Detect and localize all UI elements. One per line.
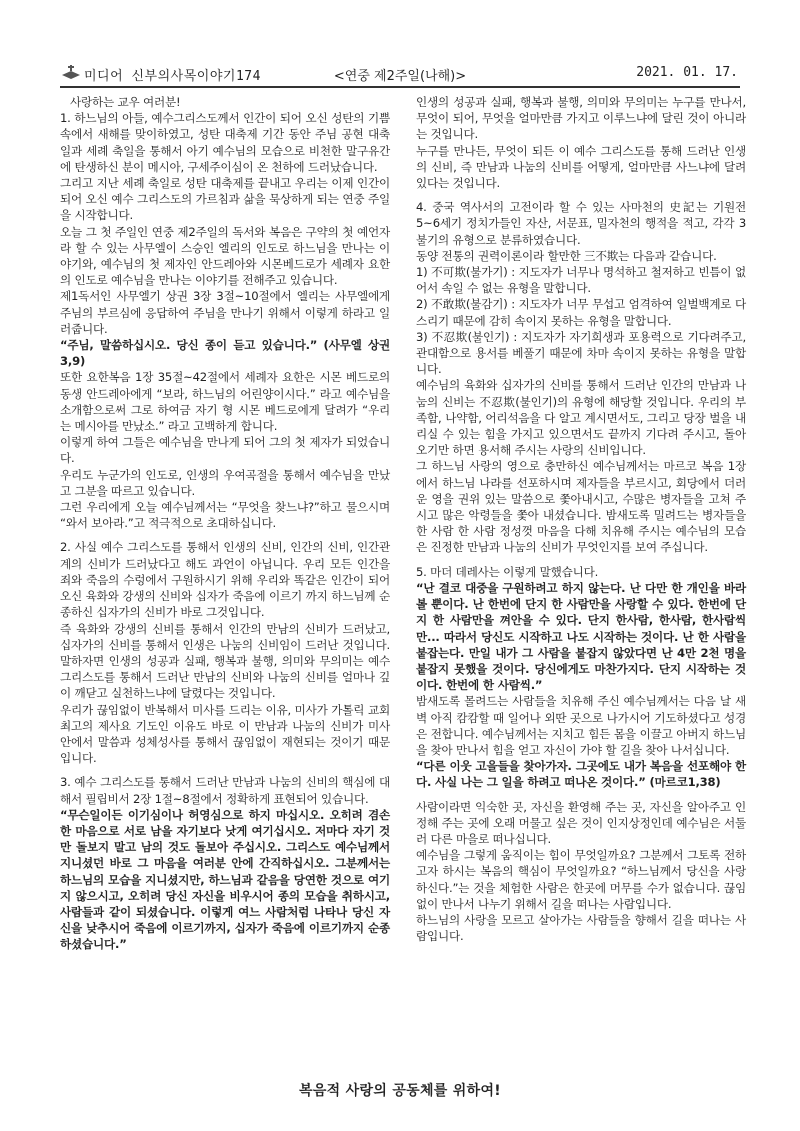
left-column — [60, 94, 390, 953]
paragraph: 또한 요한복음 1장 35절~42절에서 세례자 요한은 시몬 베드로의 동생 안드레아에게 “보라, 하느님의 어린양이시다.” 라고 예수님을 소개함으로써 그로 하여금 자기 형 시몬 베드로에게 달려가 “우리는 메시아를 만났소.” 라고 고백하게 합니다. — [60, 370, 390, 434]
paragraph: 1. 하느님의 아들, 예수그리스도께서 인간이 되어 오신 성탄의 기쁨 속에서 새해를 맞이하였고, 성탄 대축제 기간 동안 주님 공현 대축일과 세례 축일을 통해서 아기 예수님의 모습으로 비천한 말구유간에 탄생하신 분이 메시아, 구세주이심이 온 천하에 드러났습니다. — [60, 111, 390, 174]
paragraph: 오늘 그 첫 주일인 연중 제2주일의 독서와 복음은 구약의 첫 예언자라 할 수 있는 사무엘이 스승인 엘리의 인도로 하느님을 만나는 이야기와, 예수님의 첫 제자인 안드레아와 시몬베드로가 세례자 요한의 인도로 예수님을 만나는 이야기를 전해주고 있습니다. — [60, 224, 390, 288]
scripture-quote: “주님, 말씀하십시오. 당신 종이 듣고 있습니다.” (사무엘 상권 3,9) — [60, 338, 390, 369]
paragraph: 하느님의 사랑을 모르고 살아가는 사람들을 향해서 길을 떠나는 사람입니다. — [416, 912, 746, 944]
greeting: 사랑하는 교우 여러분! — [70, 95, 181, 109]
paragraph: 제1독서인 사무엘기 상권 3장 3절~10절에서 엘리는 사무엘에게 주님의 부르심에 응답하여 주님을 만나기 위해서 이렇게 하라고 일러줍니다. — [60, 289, 390, 336]
paragraph: 4. 중국 역사서의 고전이라 할 수 있는 사마천의 史記는 기원전 5~6세기 정치가들인 자산, 서문표, 밀자천의 행적을 적고, 각각 3불기의 유형으로 분류하였습니다. — [416, 200, 746, 247]
footer-motto: 복음적 사랑의 공동체를 위하여! — [299, 1083, 501, 1099]
body-columns — [60, 94, 746, 1056]
paragraph: 밤새도록 몰려드는 사람들을 치유해 주신 예수님께서는 다음 날 새벽 아직 캄캄할 때 일어나 외딴 곳으로 나가시어 기도하셨다고 성경은 전합니다. 예수님께서는 지치고 힘든 몸을 이끌고 아버지 하느님을 찾아 만나서 힘을 얻고 자신이 가야 할 길을 찾아 나서십니다. — [416, 694, 746, 757]
paragraph: 우리가 끊임없이 반복해서 미사를 드리는 이유, 미사가 가톨릭 교회 최고의 제사요 기도인 이유도 바로 이 만남과 나눔의 신비가 미사 안에서 말씀과 성체성사를 통해서 끊임없이 재현되는 것이기 때문입니다. — [60, 702, 390, 766]
paragraph: 5. 마더 데레사는 이렇게 말했습니다. — [416, 564, 599, 579]
paragraph: 인생의 성공과 실패, 행복과 불행, 의미와 무의미는 누구를 만나서, 무엇이 되어, 무엇을 얼마만큼 가지고 이루느냐에 달린 것이 아니라는 것입니다. — [416, 95, 746, 142]
paragraph: 그 하느님 사랑의 영으로 충만하신 예수님께서는 마르코 복음 1장에서 하느님 나라를 선포하시며 제자들을 부르시고, 회당에서 더러운 영을 권위 있는 말씀으로 쫓아내시고, 수많은 병자들을 고쳐 주시고 많은 악령들을 쫓아 내셨습니다. 밤새도록 밀려드는 병자들을 한 사람 한 사람 정성껏 마음을 다해 치유해 주시는 예수님의 모습은 진정한 만남과 나눔의 신비가 무엇인지를 보여 주십니다. — [416, 459, 746, 555]
right-column — [416, 94, 746, 944]
series-title: 미디어 신부의사목이야기174 — [84, 69, 261, 84]
scripture-quote: “다른 이웃 고을들을 찾아가자. 그곳에도 내가 복음을 선포해야 한다. 사실 나는 그 일을 하려고 떠나온 것이다.” (마르코1,38) — [416, 759, 746, 790]
paragraph: 이렇게 하여 그들은 예수님을 만나게 되어 그의 첫 제자가 되었습니다. — [60, 435, 390, 466]
paragraph: 예수님을 그렇게 움직이는 힘이 무엇일까요? 그분께서 그토록 전하고자 하시는 복음의 핵심이 무엇일까요? “하느님께서 당신을 사랑하신다.”는 것을 체험한 사람은 한곳에 머무를 수가 없습니다. 끊임없이 만나서 나누기 위해서 길을 떠나는 사람입니다. — [416, 848, 746, 911]
list-item: 1) 不可欺(불가기) : 지도자가 너무나 명석하고 철저하고 빈틈이 없어서 속일 수 없는 유형을 말합니다. — [416, 265, 746, 296]
paragraph: 동양 전통의 권력이론이라 할만한 三不欺는 다음과 같습니다. — [416, 248, 717, 263]
paragraph: 그런 우리에게 오늘 예수님께서는 “무엇을 찾느냐?”하고 물으시며 “와서 보아라.”고 적극적으로 초대하십니다. — [60, 500, 390, 531]
paragraph: 즉 육화와 강생의 신비를 통해서 인간의 만남의 신비가 드러났고, 십자가의 신비를 통해서 인생은 나눔의 신비임이 드러난 것입니다. 말하자면 인생의 성공과 실패, 행복과 불행, 의미와 무의미는 예수 그리스도를 통해서 드러난 만남의 신비와 나눔의 신비를 얼마나 깊이 깨닫고 실천하느냐에 달렸다는 것입니다. — [60, 621, 390, 701]
paragraph: 누구를 만나든, 무엇이 되든 이 예수 그리스도를 통해 드러난 인생의 신비, 즉 만남과 나눔의 신비를 어떻게, 얼마만큼 사느냐에 달려 있다는 것입니다. — [416, 143, 746, 191]
date: 2021. 01. 17. — [636, 65, 738, 80]
sunday-title: <연중 제2주일(나해)> — [333, 69, 467, 84]
scripture-quote: “무슨일이든 이기심이나 허영심으로 하지 마십시오. 오히려 겸손한 마음으로 서로 남을 자기보다 낫게 여기십시오. 저마다 자기 것만 돌보지 말고 남의 것도 돌보아 주십시오. 그리스도 예수님께서 지니셨던 바로 그 마음을 여러분 안에 간직하십시오. 그분께서는 하느님의 모습을 지니셨지만, 하느님과 같음을 당연한 것으로 여기지 않으시고, 오히려 당신 자신을 비우시어 종의 모습을 취하시고, 사람들과 같이 되셨습니다. 이렇게 여느 사람처럼 나타나 당신 자신을 낮추시어 죽음에 이르기까지, 십자가 죽음에 이르기까지 순종하셨습니다.” — [60, 807, 390, 952]
paragraph: 사람이라면 익숙한 곳, 자신을 환영해 주는 곳, 자신을 알아주고 인정해 주는 곳에 오래 머물고 싶은 것이 인지상정인데 예수님은 서둘러 다른 마을로 떠나십니다. — [416, 799, 746, 846]
paragraph: 그리고 지난 세례 축일로 성탄 대축제를 끝내고 우리는 이제 인간이 되어 오신 예수 그리스도의 가르침과 삶을 묵상하게 되는 연중 주일을 시작합니다. — [60, 176, 390, 223]
list-item: 3) 不忍欺(불인기) : 지도자가 자기희생과 포용력으로 기다려주고, 관대함으로 용서를 베풀기 때문에 차마 속이지 못하는 유형을 말합니다. — [416, 329, 746, 377]
paragraph: 우리도 누군가의 인도로, 인생의 우여곡절을 통해서 예수님을 만났고 그분을 따르고 있습니다. — [60, 467, 390, 498]
list-item: 2) 不敢欺(불감기) : 지도자가 너무 무섭고 엄격하여 일벌백계로 다스리기 때문에 감히 속이지 못하는 유형을 말합니다. — [416, 297, 746, 328]
paragraph: 3. 예수 그리스도를 통해서 드러난 만남과 나눔의 신비의 핵심에 대해서 필립비서 2장 1절~8절에서 정확하게 표현되어 있습니다. — [60, 775, 390, 806]
teresa-quote: “난 결코 대중을 구원하려고 하지 않는다. 난 다만 한 개인을 바라볼 뿐이다. 난 한번에 단지 한 사람만을 사랑할 수 있다. 한번에 단지 한 사람만을 껴안을 수 있다. 단지 한사람, 한사람, 한사람씩만... 따라서 당신도 시작하고 나도 시작하는 것이다. 난 한 사람을 붙잡는다. 만일 내가 그 사람을 붙잡지 않았다면 난 4만 2천 명을 붙잡지 못했을 것이다. 당신에게도 마찬가지다. 단지 시작하는 것이다. 한번에 한 사람씩.” — [416, 580, 746, 693]
paragraph: 2. 사실 예수 그리스도를 통해서 인생의 신비, 인간의 신비, 인간관계의 신비가 드러났다고 해도 과언이 아닙니다. 우리 모든 인간을 죄와 죽음의 수렁에서 구원하시기 위해 우리와 똑같은 인간이 되어 오신 육화와 강생의 신비와 십자가 죽음에 이르기 까지 하느님께 순종하신 십자가의 신비가 바로 그것입니다. — [60, 540, 390, 620]
paragraph: 예수님의 육화와 십자가의 신비를 통해서 드러난 인간의 만남과 나눔의 신비는 不忍欺(불인기)의 유형에 해당할 것입니다. 우리의 부족함, 나약함, 어리석음을 다 알고 계시면서도, 그리고 당장 벌을 내리실 수 있는 힘을 가지고 있으면서도 끝까지 기다려 주시고, 돌아오기만 하면 용서해 주시는 사랑의 신비입니다. — [416, 378, 746, 458]
page-header — [60, 60, 740, 88]
